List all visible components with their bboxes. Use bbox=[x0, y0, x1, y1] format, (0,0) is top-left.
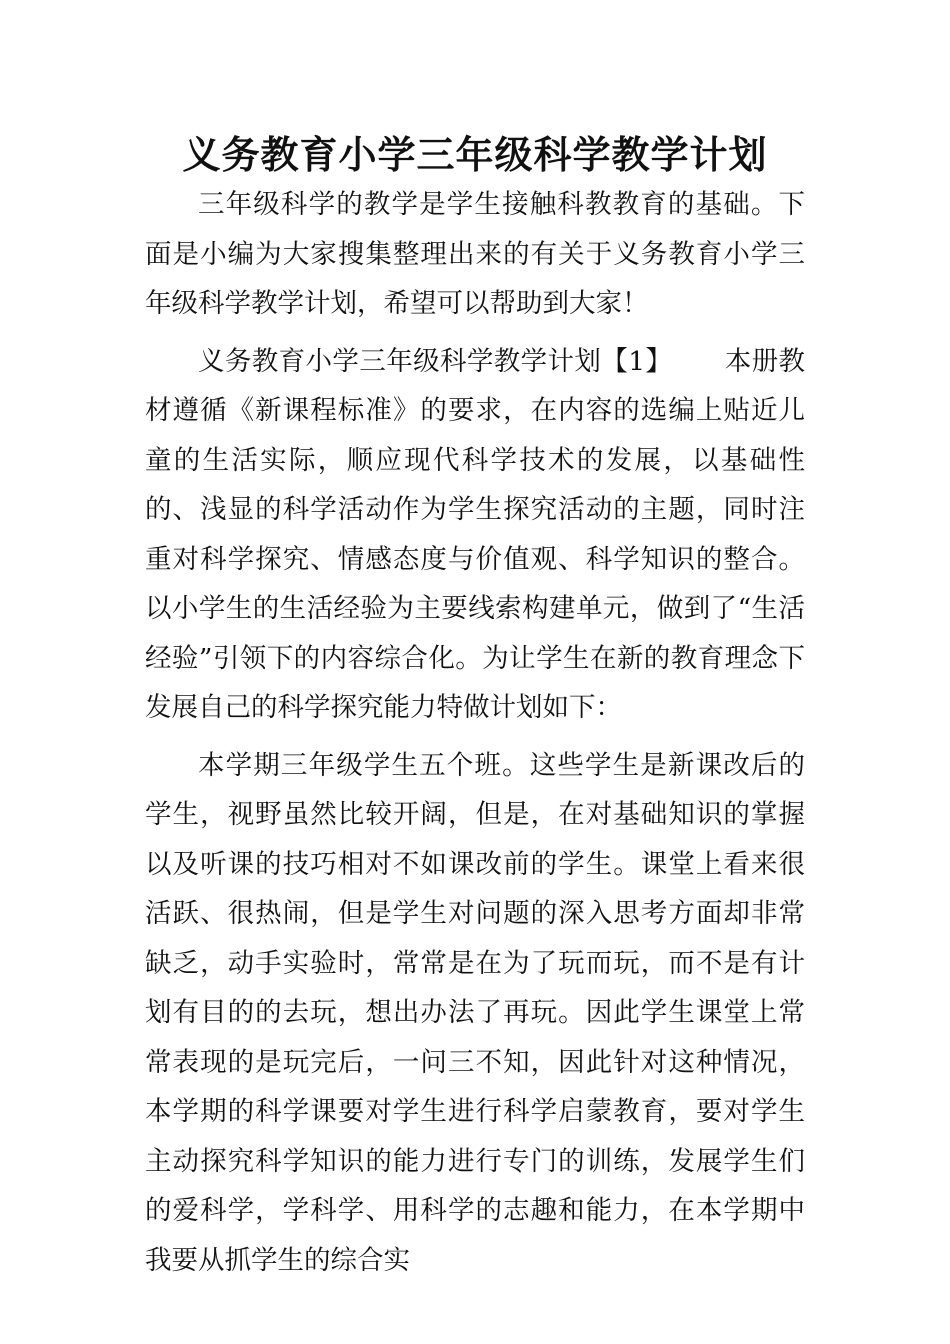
document-title: 义务教育小学三年级科学教学计划 bbox=[182, 132, 768, 177]
plan-1-heading: 义务教育小学三年级科学教学计划【1】 bbox=[198, 345, 673, 377]
document-page bbox=[145, 0, 805, 1285]
plan-1-paragraph bbox=[145, 337, 805, 733]
intro-paragraph: 三年级科学的教学是学生接触科教教育的基础。下面是小编为大家搜集整理出来的有关于义务教育小学三年级科学教学计划，希望可以帮助到大家！ bbox=[145, 189, 805, 319]
plan-1-body: 本册教材遵循《新课程标准》的要求，在内容的选编上贴近儿童的生活实际，顺应现代科学技术的发展，以基础性的、浅显的科学活动作为学生探究活动的主题，同时注重对科学探究、情感态度与价值观、科学知识的整合。以小学生的生活经验为主要线索构建单元，做到了“生活经验”引领下的内容综合化。为让学生在新的教育理念下发展自己的科学探究能力特做计划如下： bbox=[145, 345, 805, 723]
student-analysis-paragraph: 本学期三年级学生五个班。这些学生是新课改后的学生，视野虽然比较开阔，但是，在对基础知识的掌握以及听课的技巧相对不如课改前的学生。课堂上看来很活跃、很热闹，但是学生对问题的深入思考方面却非常缺乏，动手实验时，常常是在为了玩而玩，而不是有计划有目的的去玩，想出办法了再玩。因此学生课堂上常常表现的是玩完后，一问三不知，因此针对这种情况，本学期的科学课要对学生进行科学启蒙教育，要对学生主动探究科学知识的能力进行专门的训练，发展学生们的爱科学，学科学、用科学的志趣和能力，在本学期中我要从抓学生的综合实 bbox=[145, 749, 805, 1276]
